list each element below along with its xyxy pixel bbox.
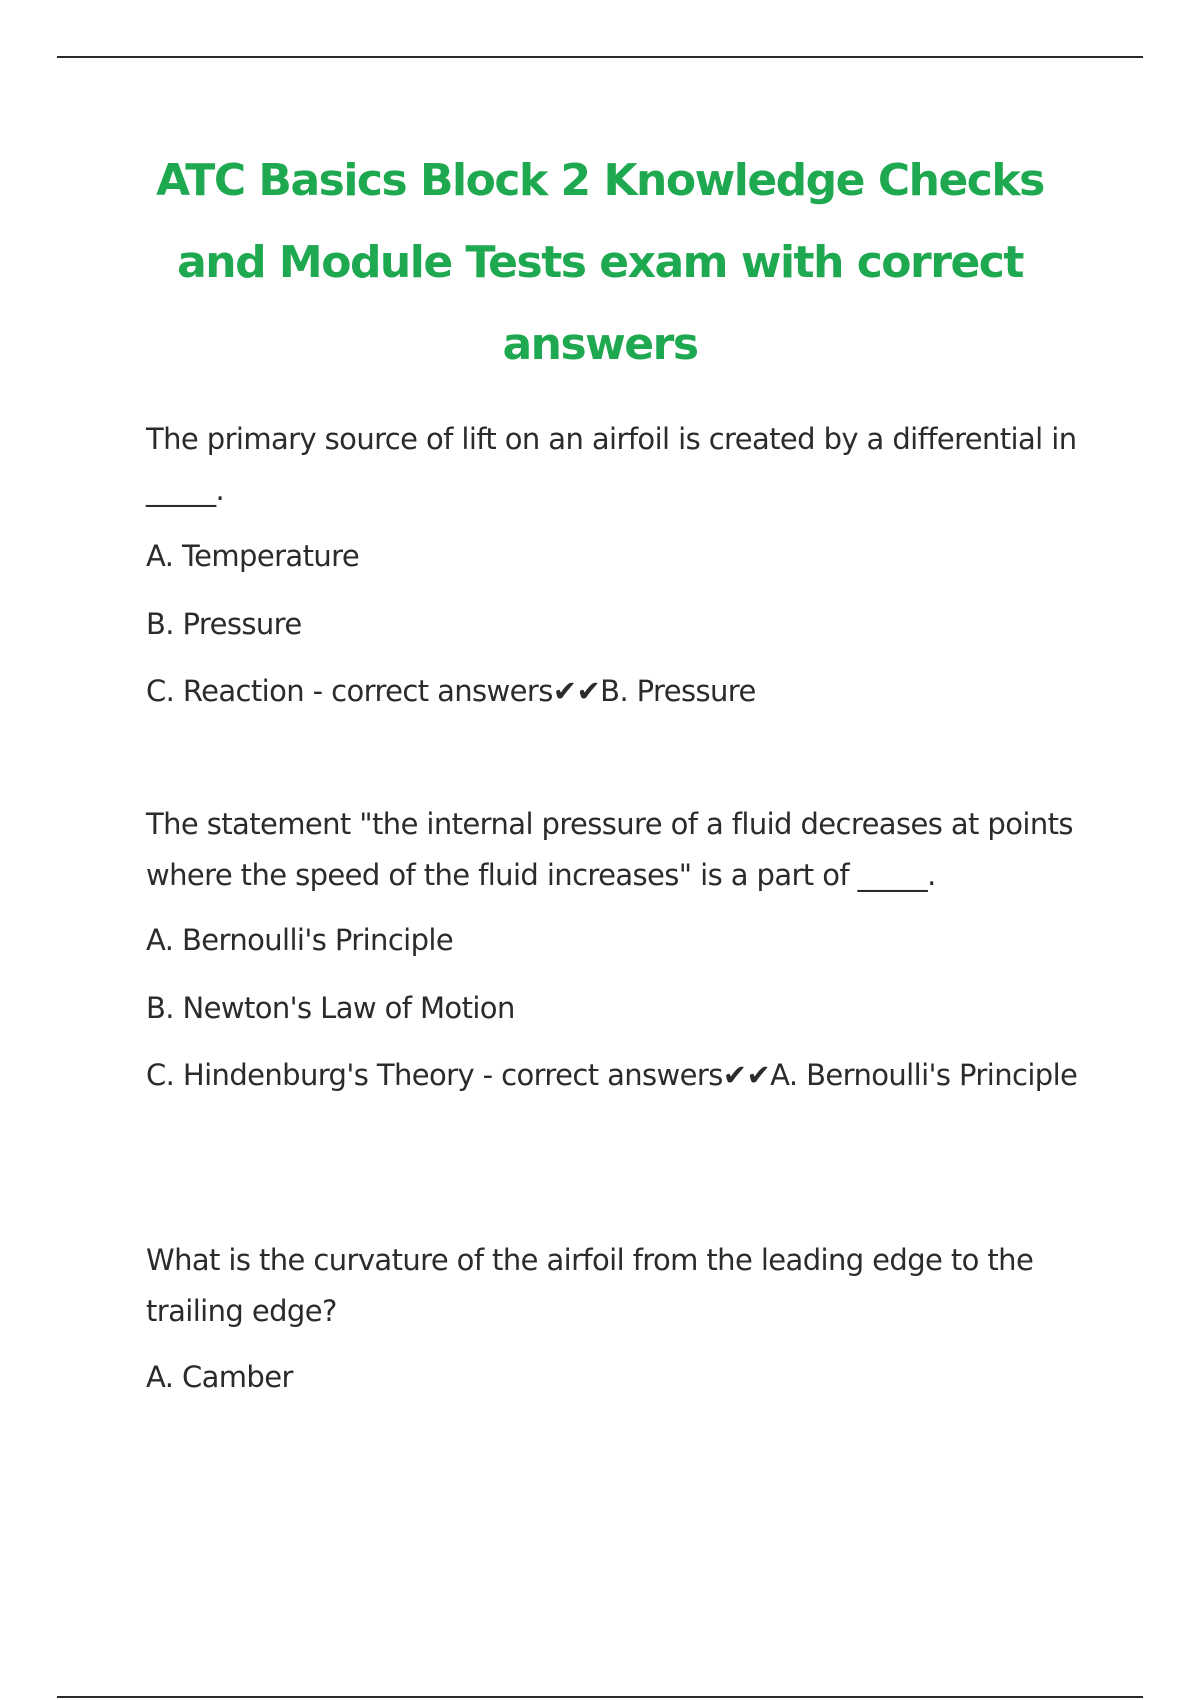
answer-option-with-correct-answer: C. Hindenburg's Theory - correct answers✔✔A. Bernoulli's Principle [146, 1058, 1078, 1092]
bottom-rule [57, 1696, 1143, 1698]
answer-option: A. Bernoulli's Principle [146, 923, 454, 957]
question-prompt: What is the curvature of the airfoil from the leading edge to the trailing edge? [146, 1243, 1034, 1328]
document-title: ATC Basics Block 2 Knowledge Checks and Module Tests exam with correct answers [156, 155, 1044, 370]
answer-option: A. Temperature [146, 539, 360, 573]
answer-option: B. Pressure [146, 607, 302, 641]
top-rule [57, 56, 1143, 58]
answer-option: B. Newton's Law of Motion [146, 991, 515, 1025]
question-prompt: The primary source of lift on an airfoil is created by a differential in _____. [146, 422, 1077, 507]
question-prompt: The statement "the internal pressure of a fluid decreases at points where the speed of the fluid increases" is a part of _____. [146, 807, 1073, 892]
answer-option: A. Camber [146, 1360, 293, 1394]
answer-option-with-correct-answer: C. Reaction - correct answers✔✔B. Pressure [146, 674, 756, 708]
